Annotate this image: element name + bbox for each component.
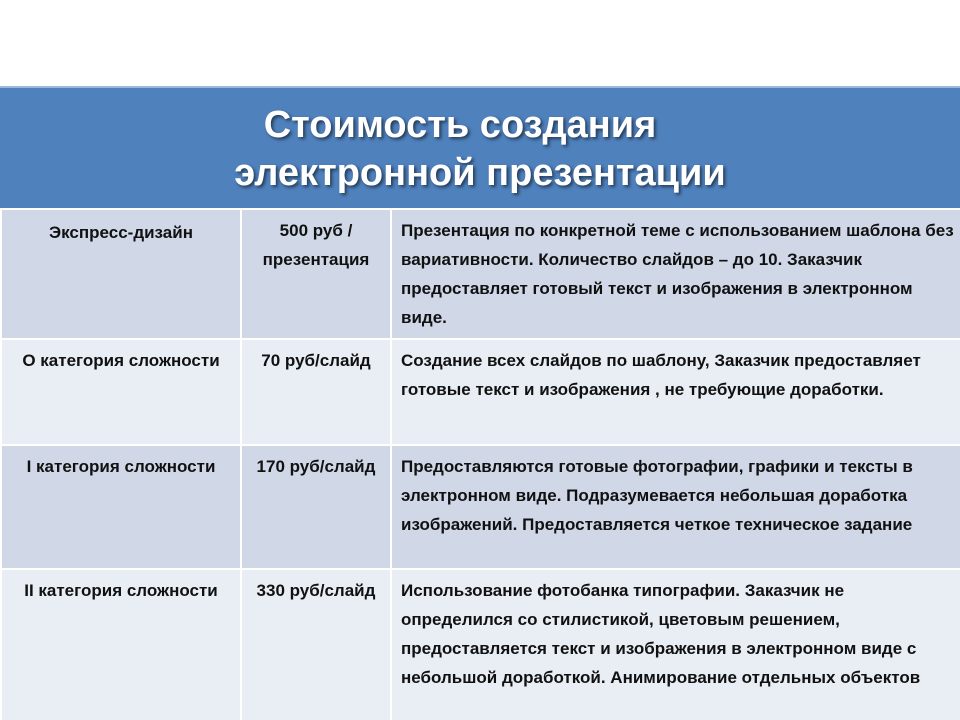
category-cell: I категория сложности — [1, 445, 241, 569]
category-cell: II категория сложности — [1, 569, 241, 720]
description-cell: Презентация по конкретной теме с использованием шаблона без вариативности. Количество слайдов – до 10. Заказчик предоставляет готовый текст и изображения в электронном виде. — [391, 209, 960, 339]
pricing-table — [0, 208, 960, 720]
title-line-2: электронной презентации — [234, 152, 726, 194]
table-row — [1, 339, 960, 445]
price-cell: 500 руб /презентация — [241, 209, 391, 339]
description-cell: Предоставляются готовые фотографии, графики и тексты в электронном виде. Подразумевается небольшая доработка изображений. Предоставляется четкое техническое задание — [391, 445, 960, 569]
description-cell: Использование фотобанка типографии. Заказчик не определился со стилистикой, цветовым решением, предоставляется текст и изображения в электронном виде с небольшой доработкой. Анимирование отдельных объектов — [391, 569, 960, 720]
category-cell: Экспресс-дизайн — [1, 209, 241, 339]
price-cell: 330 руб/слайд — [241, 569, 391, 720]
description-cell: Создание всех слайдов по шаблону, Заказчик предоставляет готовые текст и изображения , не требующие доработки. — [391, 339, 960, 445]
title-banner — [0, 86, 960, 210]
category-cell: О категория сложности — [1, 339, 241, 445]
table-row — [1, 569, 960, 720]
price-cell: 70 руб/слайд — [241, 339, 391, 445]
title-line-1: Стоимость создания — [263, 104, 657, 146]
table-row — [1, 209, 960, 339]
table-row — [1, 445, 960, 569]
price-cell: 170 руб/слайд — [241, 445, 391, 569]
